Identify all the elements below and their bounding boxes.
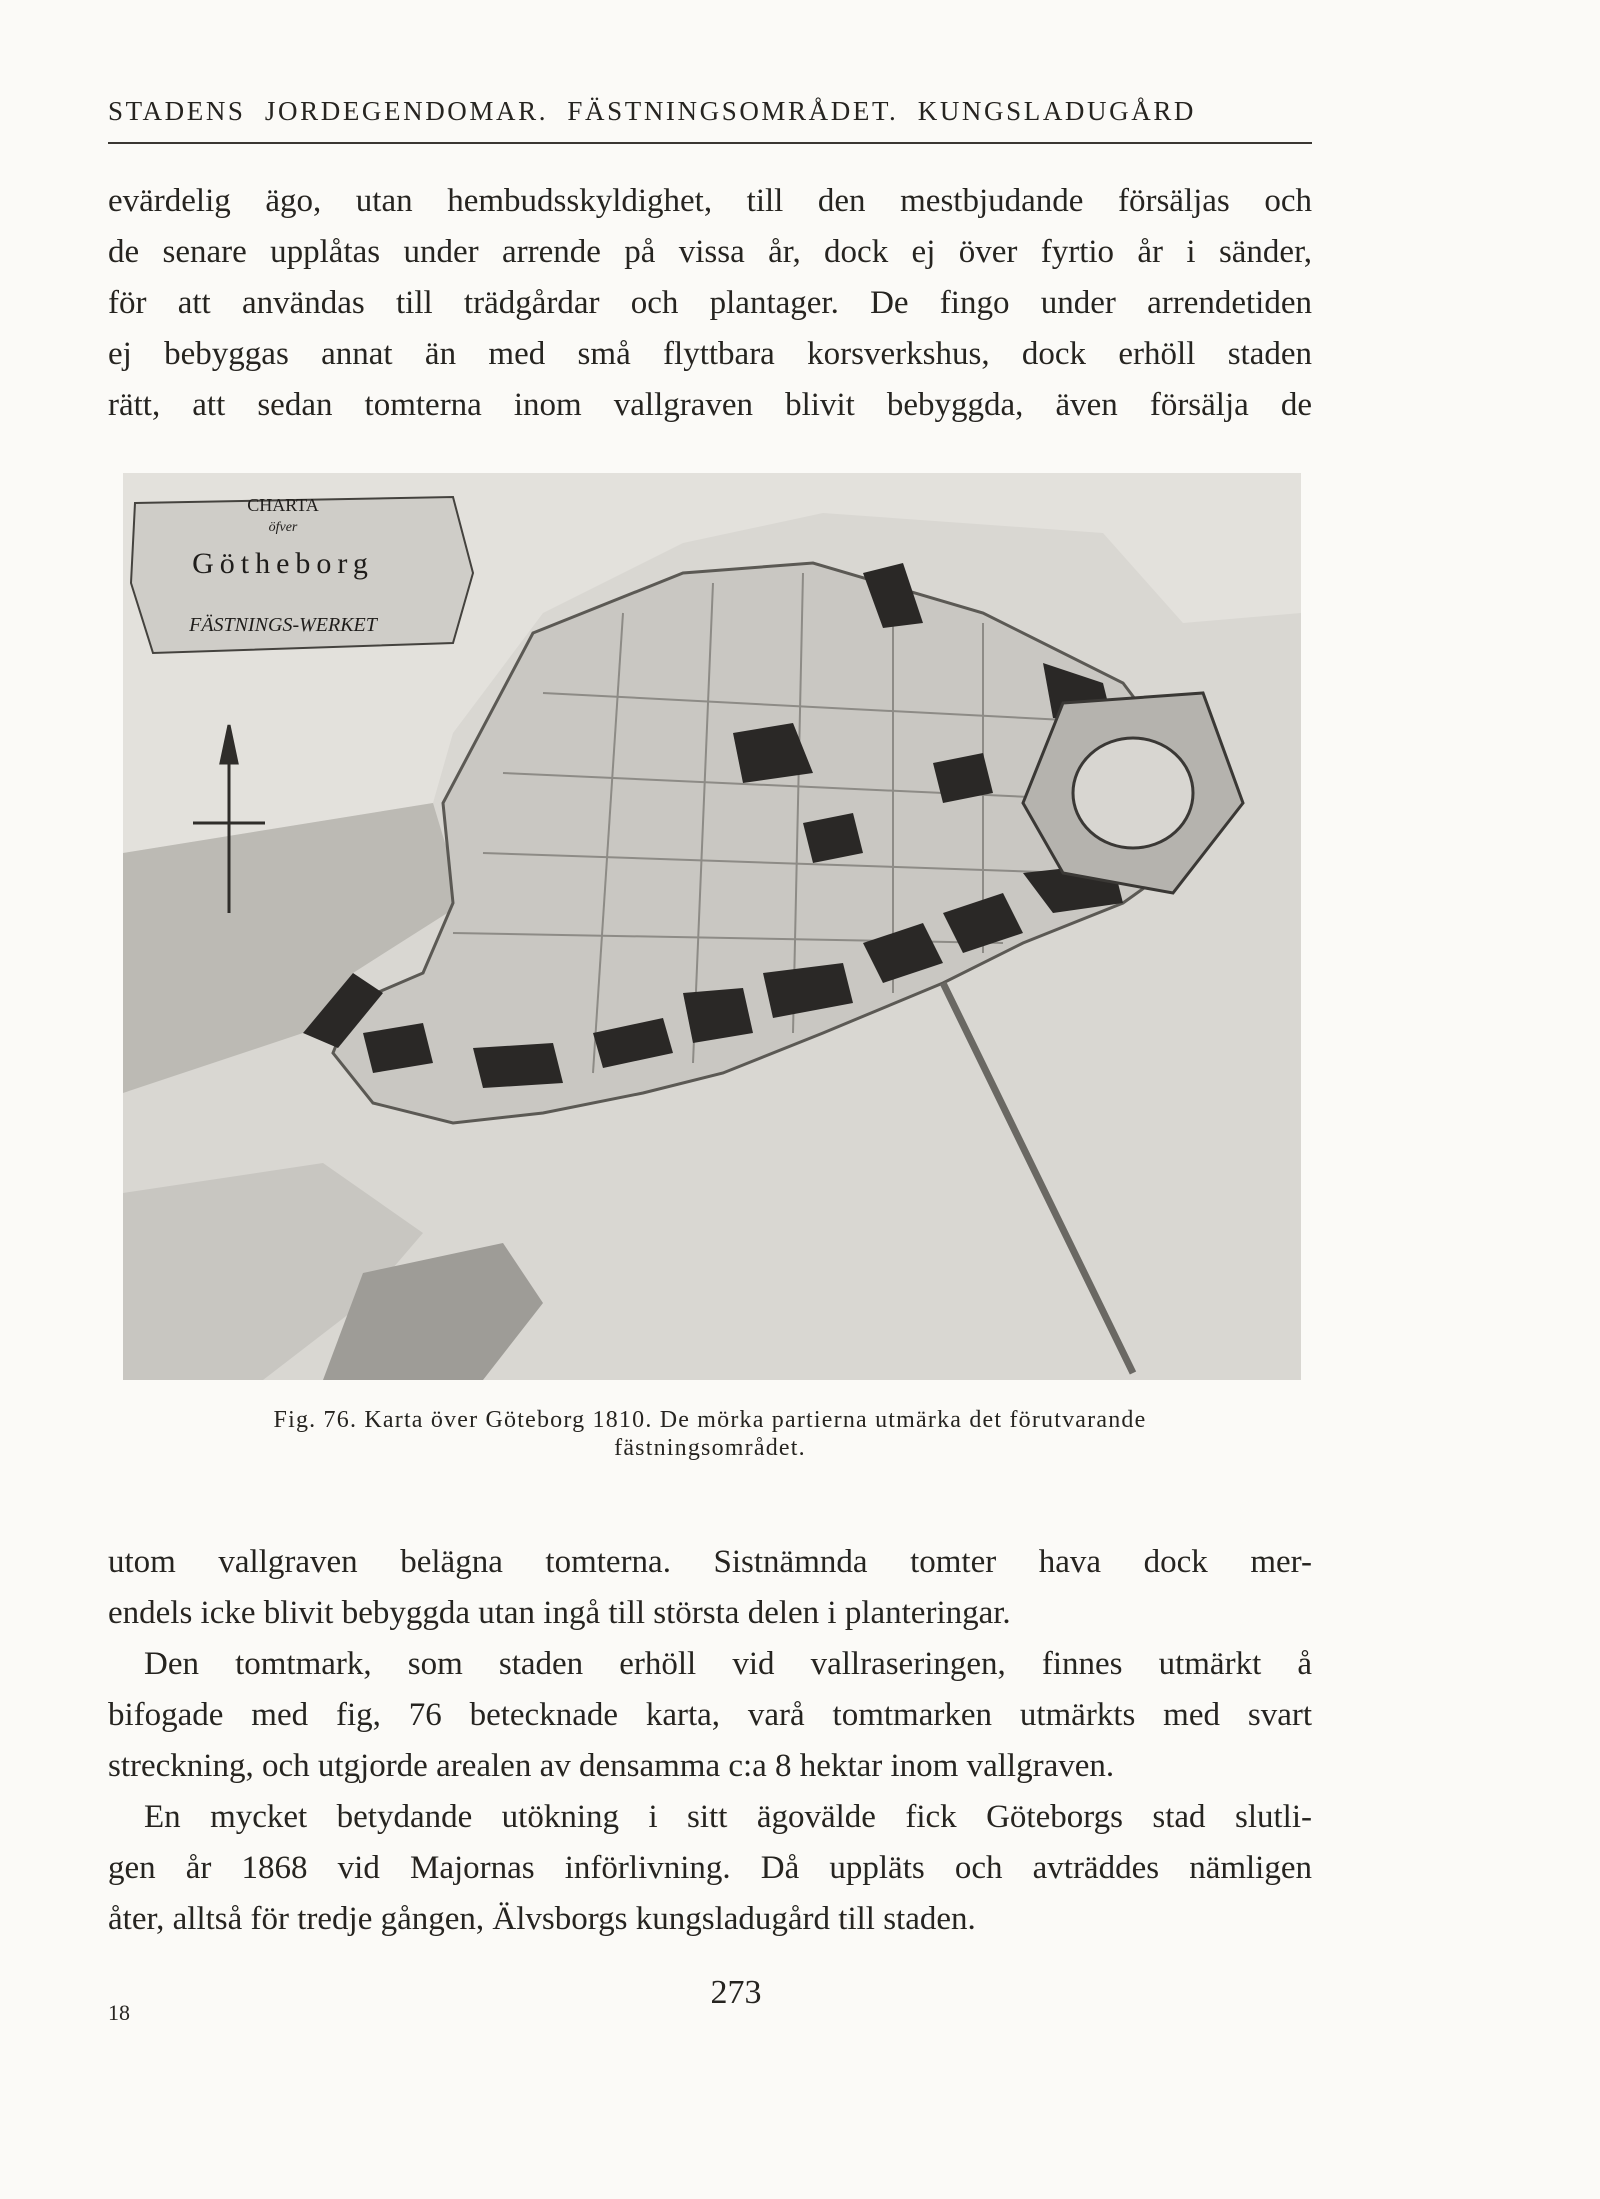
text-line: rätt, att sedan tomterna inom vallgraven blivit bebyggda, även försälja de (108, 387, 1312, 423)
text-line: En mycket betydande utökning i sitt ägovälde fick Göteborgs stad slutli- (144, 1799, 1312, 1835)
cartouche-line-2: öfver (268, 520, 298, 535)
text-line: streckning, och utgjorde arealen av densamma c:a 8 hektar inom vallgraven. (108, 1748, 1115, 1784)
header-rule (108, 142, 1312, 144)
caption-line: fästningsområdet. (614, 1435, 806, 1461)
text-line: gen år 1868 vid Majornas införlivning. Då uppläts och avträddes nämligen (108, 1850, 1312, 1886)
text-line: de senare upplåtas under arrende på vissa år, dock ej över fyrtio år i sänder, (108, 234, 1312, 270)
text-line: utom vallgraven belägna tomterna. Sistnämnda tomter hava dock mer- (108, 1544, 1312, 1580)
cartouche-line-1: CHARTA (247, 495, 319, 515)
figure-caption (108, 1406, 1312, 1462)
map-cartouche (131, 495, 473, 653)
map-illustration (123, 473, 1301, 1380)
signature-mark: 18 (108, 2000, 130, 2025)
cartouche-line-3: Götheborg (192, 547, 374, 580)
text-line: åter, alltså för tredje gången, Älvsborgs kungsladugård till staden. (108, 1901, 976, 1937)
caption-line: Fig. 76. Karta över Göteborg 1810. De mörka partierna utmärka det förutvarande (273, 1407, 1147, 1433)
paragraph-bottom (108, 1537, 1312, 1945)
text-line: endels icke blivit bebyggda utan ingå till största delen i planteringar. (108, 1595, 1011, 1631)
running-head: STADENS JORDEGENDOMAR. FÄSTNINGSOMRÅDET. KUNGSLADUGÅRD (108, 96, 1197, 126)
map-figure (123, 473, 1301, 1380)
text-line: ej bebyggas annat än med små flyttbara korsverkshus, dock erhöll staden (108, 336, 1312, 372)
cartouche-line-4: FÄSTNINGS-WERKET (189, 614, 377, 636)
text-line: bifogade med fig, 76 betecknade karta, varå tomtmarken utmärkts med svart (108, 1697, 1312, 1733)
text-line: evärdelig ägo, utan hembudsskyldighet, till den mestbjudande försäljas och (108, 183, 1312, 219)
paragraph-top (108, 176, 1312, 431)
text-line: Den tomtmark, som staden erhöll vid vallraseringen, finnes utmärkt å (144, 1646, 1312, 1682)
text-line: för att användas till trädgårdar och plantager. De fingo under arrendetiden (108, 285, 1312, 321)
page-number: 273 (710, 1974, 762, 2011)
